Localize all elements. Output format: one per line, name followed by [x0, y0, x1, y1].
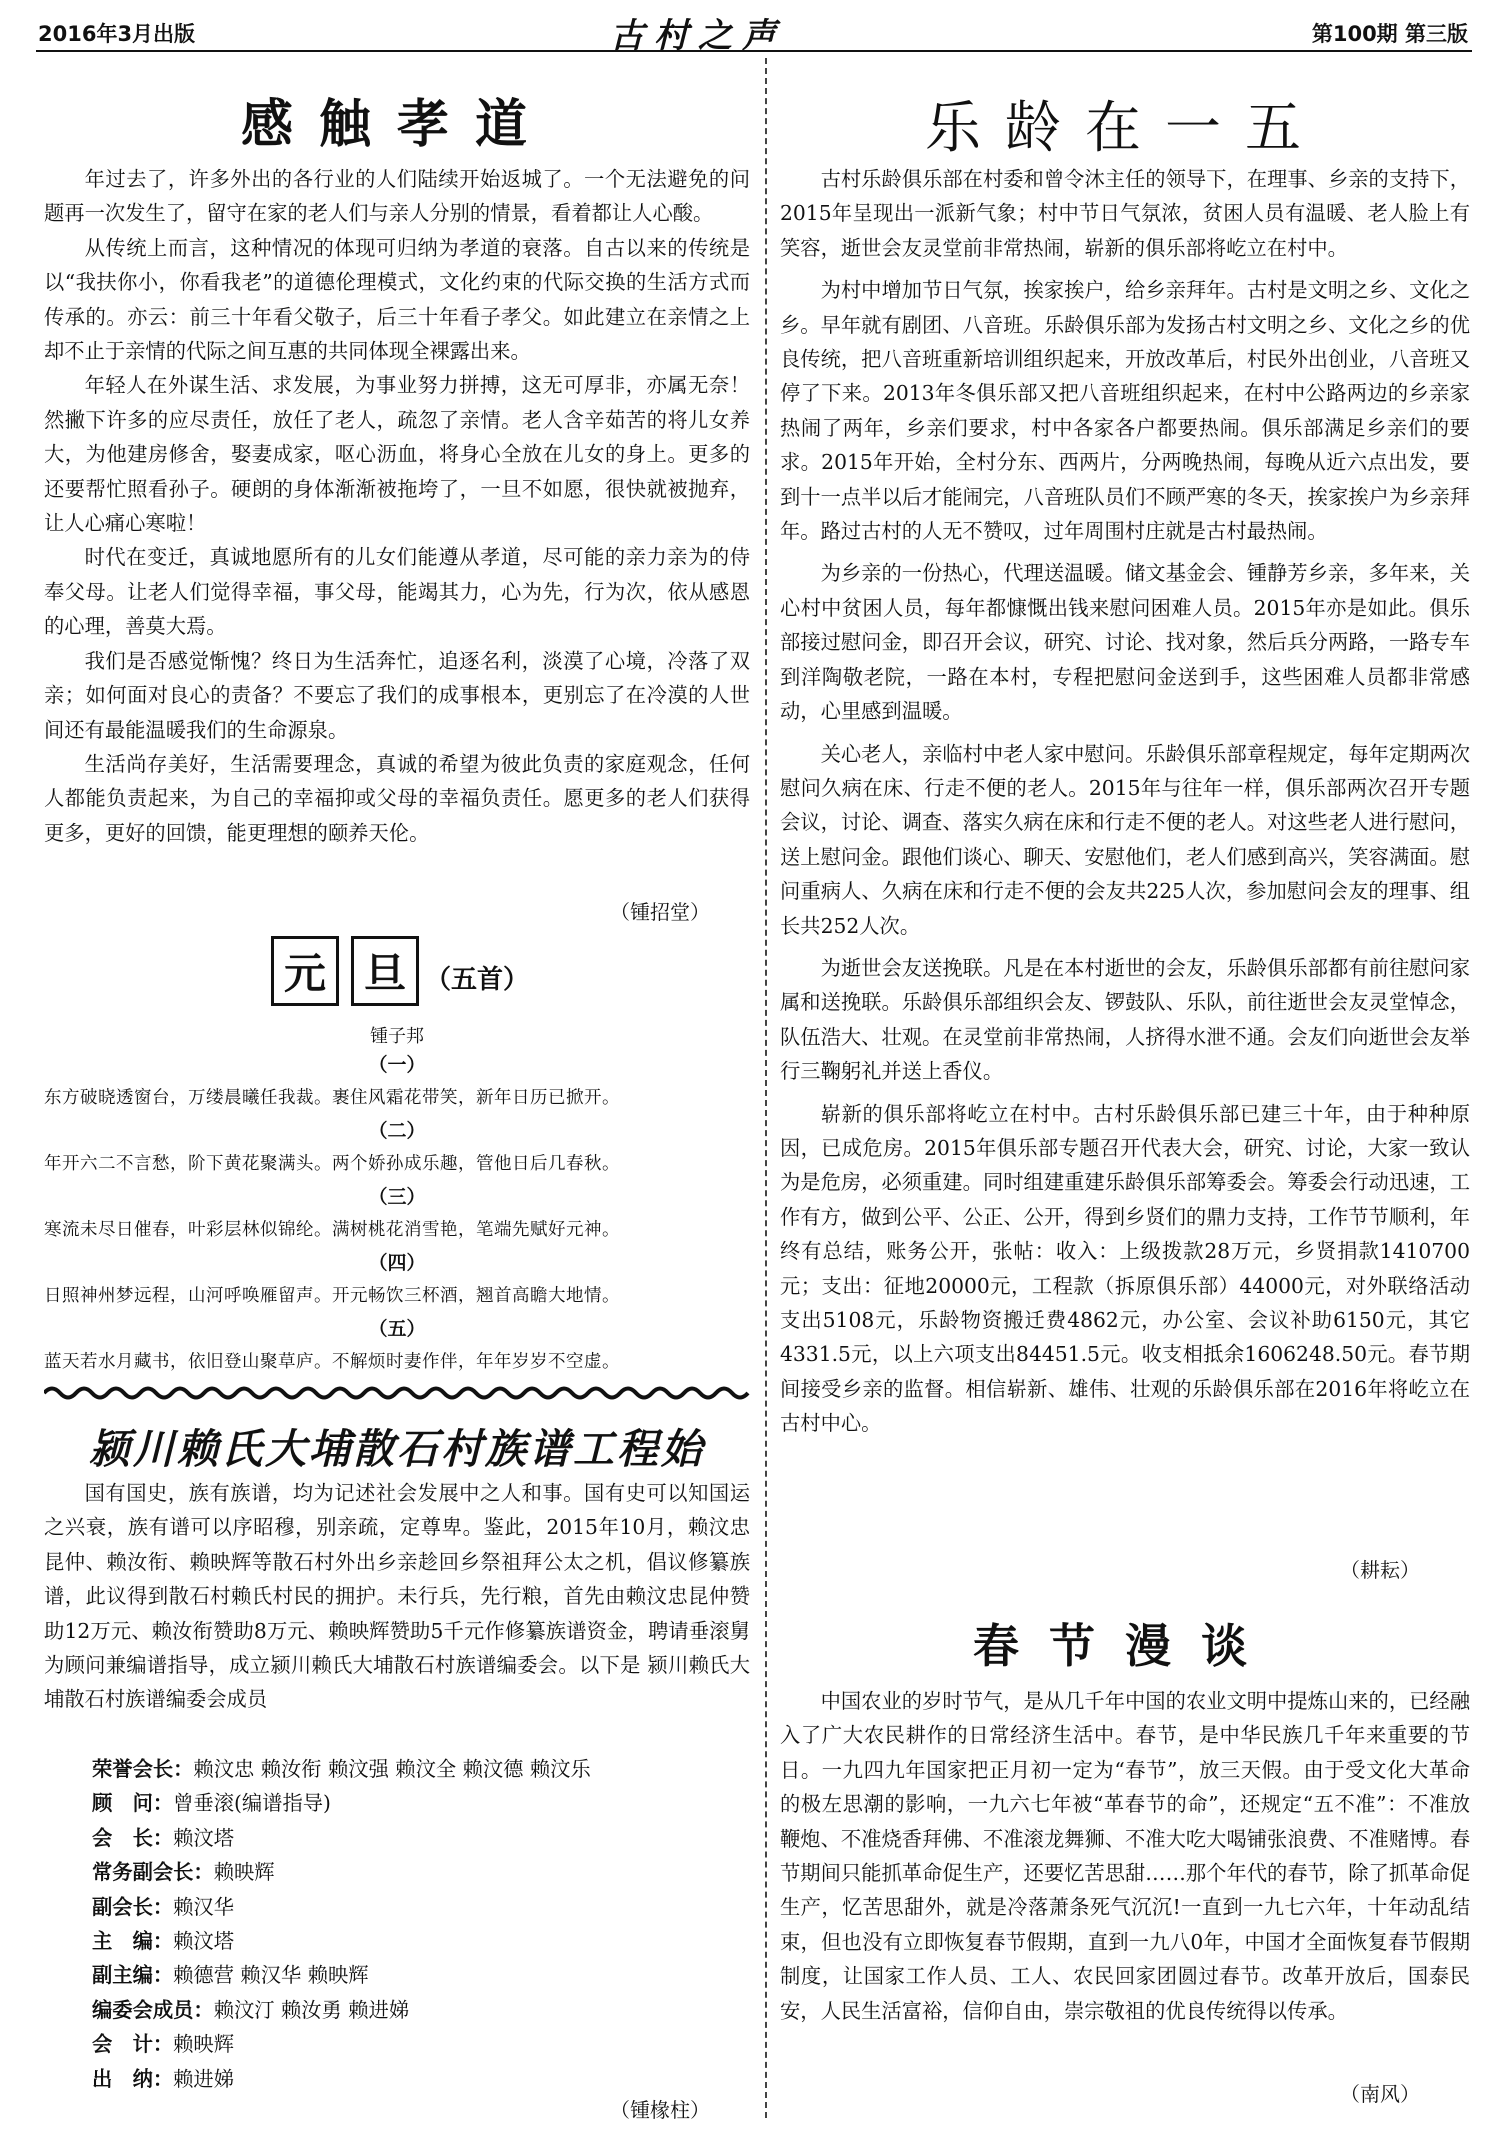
roster-label: 荣誉会长：: [92, 1757, 194, 1781]
newspaper-name: 古村之声: [610, 16, 786, 56]
roster-row: [44, 2027, 750, 2061]
paragraph: 年过去了，许多外出的各行业的人们陆续开始返城了。一个无法避免的问题再一次发生了，留守在家的老人们与亲人分别的情景，看着都让人心酸。: [44, 167, 750, 226]
poem-number: （三）: [368, 1186, 426, 1208]
poem-number: （一）: [368, 1054, 426, 1076]
roster-label: 出 纳：: [92, 2066, 174, 2091]
poem-number: （二）: [368, 1120, 426, 1142]
right-column: [780, 0, 1470, 2140]
poem-number: （五）: [368, 1318, 426, 1340]
roster-label: 副会长：: [92, 1894, 174, 1919]
paragraph: 国有国史，族有族谱，均为记述社会发展中之人和事。国有史可以知国运之兴衰，族有谱可以序昭穆，别亲疏，定尊卑。鉴此，2015年10月，赖汶忠昆仲、赖汝衔、赖映辉等散石村外出乡亲趁回乡祭祖拜公太之机，倡议修纂族谱，此议得到散石村赖氏村民的拥护。未行兵，先行粮，首先由赖汶忠昆仲赞助12万元、赖汝衔赞助8万元、赖映辉赞助5千元作修纂族谱资金，聘请垂滚舅为顾问兼编谱指导，成立颍川赖氏大埔散石村族谱编委会。以下是 颍川赖氏大埔散石村族谱编委会成员: [44, 1481, 750, 1712]
paragraph: 年轻人在外谋生活、求发展，为事业努力拼搏，这无可厚非，亦属无奈！然撇下许多的应尽责任，放任了老人，疏忽了亲情。老人含辛茹苦的将儿女养大，为他建房修舍，娶妻成家，呕心沥血，将身心全放在儿女的身上。更多的还要帮忙照看孙子。硬朗的身体渐渐被拖垮了，一旦不如愿，很快就被抛弃，让人心痛心寒啦！: [44, 373, 750, 536]
roster-value: 赖汶忠 赖汝衔 赖汶强 赖汶全 赖汶德 赖汶乐: [193, 1757, 591, 1781]
paragraph: 中国农业的岁时节气，是从几千年中国的农业文明中提炼山来的，已经融入了广大农民耕作的日常经济生活中。春节，是中华民族几千年来重要的节日。一九四九年国家把正月初一定为“春节”，放三天假。由于受文化大革命的极左思潮的影响，一九六七年被“革春节的命”，还规定“五不准”：不准放鞭炮、不准烧香拜佛、不准滚龙舞狮、不准大吃大喝铺张浪费、不准赌博。春节期间只能抓革命促生产，还要忆苦思甜……那个年代的春节，除了抓革命促生产，忆苦思甜外，就是冷落萧条死气沉沉!一直到一九七六年，十年动乱结束，但也没有立即恢复春节假期，直到一九八0年，中国才全面恢复春节假期制度，让国家工作人员、工人、农民回家团圆过春节。改革开放后，国泰民安，人民生活富裕，信仰自由，崇宗敬祖的优良传统得以传承。: [780, 1689, 1470, 2023]
article-title-leling: 乐龄在一五: [925, 96, 1325, 161]
paragraph: 时代在变迁，真诚地愿所有的儿女们能遵从孝道，尽可能的亲力亲为的侍奉父母。让老人们觉得幸福，事父母，能竭其力，心为先，行为次，依从感恩的心理，善莫大焉。: [44, 545, 750, 639]
author-signature: （耕耘）: [1340, 1558, 1420, 1582]
roster-value: 赖汶汀 赖汝勇 赖进娣: [213, 1997, 410, 2022]
paragraph: 崭新的俱乐部将屹立在村中。古村乐龄俱乐部已建三十年，由于种种原因，已成危房。2015年俱乐部专题召开代表大会，研究、讨论，大家一致认为是危房，必须重建。同时组建重建乐龄俱乐部筹委会。筹委会行动迅速，工作有方，做到公平、公正、公开，得到乡贤们的鼎力支持，工作节节顺利，年终有总结，账务公开，张帖：收入：上级拨款28万元，乡贤捐款1410700元；支出：征地20000元，工程款（拆原俱乐部）44000元，对外联络活动支出5108元，乐龄物资搬迁费4862元，办公室、会议补助6150元，其它4331.5元，以上六项支出84451.5元。收支相抵余1606248.50元。春节期间接受乡亲的监督。相信崭新、雄伟、壮观的乐龄俱乐部在2016年将屹立在古村中心。: [780, 1101, 1470, 1436]
roster-value: 赖映辉: [173, 2032, 234, 2057]
article-body-spring-festival: [780, 1684, 1470, 2028]
poem-title-char: 元: [271, 936, 339, 1006]
roster-value: 赖汶塔: [173, 1929, 234, 1954]
poem-line: 蓝天若水月藏书，依旧登山聚草庐。不解烦时妻作伴，年年岁岁不空虚。: [44, 1352, 620, 1372]
roster-row: [44, 1855, 750, 1889]
author-signature: （锺招堂）: [610, 900, 710, 924]
roster-row: [44, 1958, 750, 1992]
poem-author: 锺子邦: [370, 1026, 424, 1047]
paragraph: 为乡亲的一份热心，代理送温暖。储文基金会、锺静芳乡亲，多年来，关心村中贫困人员，每年都慷慨出钱来慰问困难人员。2015年亦是如此。俱乐部接过慰问金，即召开会议，研究、讨论、找对象，然后兵分两路，一路专车到洋陶敬老院，一路在本村，专程把慰问金送到手，这些困难人员都非常感动，心里感到温暖。: [780, 561, 1470, 724]
poem-line: 东方破晓透窗台，万缕晨曦任我裁。裹住风霜花带笑，新年日历已掀开。: [44, 1088, 620, 1108]
committee-roster: [44, 1752, 750, 2096]
paragraph: 生活尚存美好，生活需要理念，真诚的希望为彼此负责的家庭观念，任何人都能负责起来，为自己的幸福抑或父母的幸福负责任。愿更多的老人们获得更多，更好的回馈，能更理想的颐养天伦。: [44, 751, 750, 845]
article-title-filial-piety: 感触孝道: [240, 95, 553, 155]
paragraph: 从传统上而言，这种情况的体现可归纳为孝道的衰落。自古以来的传统是以“我扶你小，你看我老”的道德伦理模式，文化约束的代际交换的生活方式而传承的。亦云：前三十年看父敬子，后三十年看子孝父。如此建立在亲情之上却不止于亲情的代际之间互惠的共同体现全裸露出来。: [44, 235, 750, 364]
poem-heading: [44, 936, 750, 1006]
poem-subtitle: （五首）: [425, 965, 530, 995]
article-body-leling: [780, 162, 1470, 1441]
article-body-genealogy: [44, 1476, 750, 1717]
roster-row: [44, 1786, 750, 1820]
roster-value: 赖汶塔: [173, 1825, 234, 1850]
roster-row: [44, 1924, 750, 1958]
roster-label: 副主编：: [92, 1963, 174, 1988]
roster-label: 主 编：: [92, 1929, 174, 1954]
roster-label: 会 长：: [92, 1825, 174, 1850]
article-title-spring-festival: 春节漫谈: [973, 1619, 1277, 1673]
roster-value: 赖汉华: [173, 1894, 234, 1919]
roster-row: [44, 2062, 750, 2096]
paragraph: 古村乐龄俱乐部在村委和曾令沐主任的领导下，在理事、乡亲的支持下，2015年呈现出一派新气象；村中节日气氛浓，贫困人员有温暖、老人脸上有笑容，逝世会友灵堂前非常热闹，崭新的俱乐部将屹立在村中。: [780, 167, 1470, 260]
poem-line: 寒流未尽日催春，叶彩层林似锦纶。满树桃花消雪艳，笔端先赋好元神。: [44, 1220, 620, 1240]
poem-number: （四）: [368, 1252, 426, 1274]
paragraph: 我们是否感觉惭愧？终日为生活奔忙，追逐名利，淡漠了心境，冷落了双亲；如何面对良心的责备？不要忘了我们的成事根本，更别忘了在冷漠的人世间还有最能温暖我们的生命源泉。: [44, 648, 750, 742]
roster-value: 赖进娣: [173, 2066, 234, 2091]
roster-value: 曾垂滚(编谱指导): [173, 1791, 331, 1816]
issue-number: 第100期 第三版: [1311, 22, 1468, 46]
poem-line: 年开六二不言愁，阶下黄花聚满头。两个娇孙成乐趣，管他日后几春秋。: [44, 1154, 620, 1174]
paragraph: 为村中增加节日气氛，挨家挨户，给乡亲拜年。古村是文明之乡、文化之乡。早年就有剧团、八音班。乐龄俱乐部为发扬古村文明之乡、文化之乡的优良传统，把八音班重新培训组织起来，开放改革后，村民外出创业，八音班又停了下来。2013年冬俱乐部又把八音班组织起来，在村中公路两边的乡亲家热闹了两年，乡亲们要求，村中各家各户都要热闹。俱乐部满足乡亲们的要求。2015年开始，全村分东、西两片，分两晚热闹，每晚从近六点出发，要到十一点半以后才能闹完，八音班队员们不顾严寒的冬天，挨家挨户为乡亲拜年。路过古村的人无不赞叹，过年周围村庄就是古村最热闹。: [780, 278, 1470, 544]
author-signature: （南风）: [1340, 2082, 1420, 2106]
article-title-genealogy: 颍川赖氏大埔散石村族谱工程始: [89, 1425, 705, 1473]
issue-date: 2016年3月出版: [38, 22, 196, 46]
decorative-wave-divider: [44, 1384, 750, 1402]
roster-label: 会 计：: [92, 2032, 174, 2057]
roster-value: 赖映辉: [213, 1860, 275, 1885]
roster-row: [44, 1890, 750, 1924]
roster-label: 常务副会长：: [92, 1860, 214, 1885]
roster-label: 编委会成员：: [92, 1997, 214, 2022]
poem-line: 日照神州梦远程，山河呼唤雁留声。开元畅饮三杯酒，翘首高瞻大地情。: [44, 1286, 620, 1306]
article-body-filial-piety: [44, 162, 750, 850]
roster-row: [44, 1821, 750, 1855]
left-column: [44, 0, 750, 2140]
paragraph: 关心老人，亲临村中老人家中慰问。乐龄俱乐部章程规定，每年定期两次慰问久病在床、行走不便的老人。2015年与往年一样，俱乐部两次召开专题会议，讨论、调查、落实久病在床和行走不便的老人。对这些老人进行慰问，送上慰问金。跟他们谈心、聊天、安慰他们，老人们感到高兴，笑容满面。慰问重病人、久病在床和行走不便的会友共225人次，参加慰问会友的理事、组长共252人次。: [780, 741, 1470, 938]
roster-row: [44, 1752, 750, 1786]
roster-value: 赖德营 赖汉华 赖映辉: [173, 1963, 369, 1988]
column-divider: [765, 58, 767, 2118]
poem-title-char: 旦: [351, 936, 419, 1006]
author-signature: （锺椽柱）: [610, 2098, 710, 2122]
roster-label: 顾 问：: [92, 1791, 174, 1816]
roster-row: [44, 1993, 750, 2027]
paragraph: 为逝世会友送挽联。凡是在本村逝世的会友，乐龄俱乐部都有前往慰问家属和送挽联。乐龄俱乐部组织会友、锣鼓队、乐队，前往逝世会友灵堂悼念，队伍浩大、壮观。在灵堂前非常热闹，人挤得水泄不通。会友们向逝世会友举行三鞠躬礼并送上香仪。: [780, 955, 1470, 1084]
